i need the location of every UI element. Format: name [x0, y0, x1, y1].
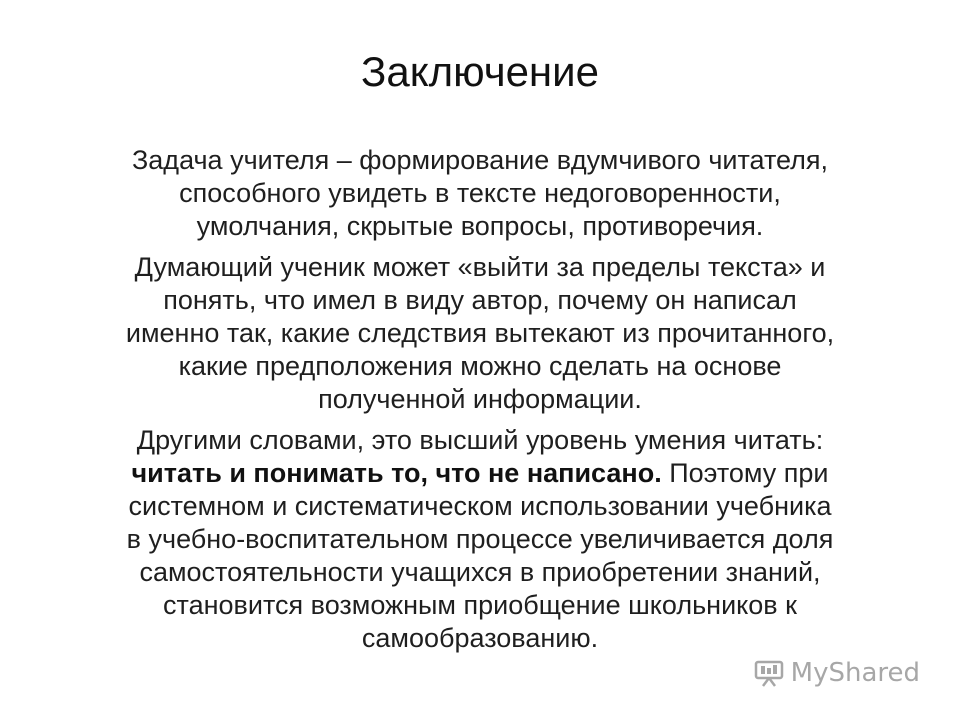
text-line: понять, что имел в виду автор, почему он написал: [163, 285, 797, 315]
slide-title: Заключение: [361, 48, 599, 95]
text-line: в учебно-воспитательном процессе увеличивается доля: [126, 524, 834, 554]
text-line: именно так, какие следствия вытекают из прочитанного,: [125, 318, 835, 348]
slide-body: [40, 144, 920, 663]
text-line: умолчания, скрытые вопросы, противоречия.: [196, 211, 764, 241]
text-line-mixed: [40, 457, 920, 490]
text-line: какие предположения можно сделать на основе: [178, 351, 782, 381]
watermark: [753, 658, 920, 688]
text-fragment: Поэтому при: [661, 458, 829, 488]
emphasis-text: читать и понимать то, что не написано.: [131, 458, 662, 488]
presentation-board-icon: [753, 659, 785, 687]
text-line: Думающий ученик может «выйти за пределы текста» и: [134, 252, 826, 282]
text-line: становится возможным приобщение школьников к: [163, 590, 797, 620]
paragraph-2: [40, 251, 920, 416]
text-line: самостоятельности учащихся в приобретении знаний,: [139, 557, 821, 587]
text-line: способного увидеть в тексте недоговоренности,: [179, 178, 781, 208]
watermark-text: MyShared: [790, 658, 920, 688]
paragraph-1: [40, 144, 920, 243]
text-line: полученной информации.: [318, 384, 642, 414]
paragraph-3: [40, 424, 920, 655]
text-line: самообразованию.: [361, 623, 599, 653]
text-line: Другими словами, это высший уровень умения читать:: [136, 425, 824, 455]
text-line: системном и систематическом использовании учебника: [128, 491, 832, 521]
text-line: Задача учителя – формирование вдумчивого читателя,: [131, 145, 829, 175]
